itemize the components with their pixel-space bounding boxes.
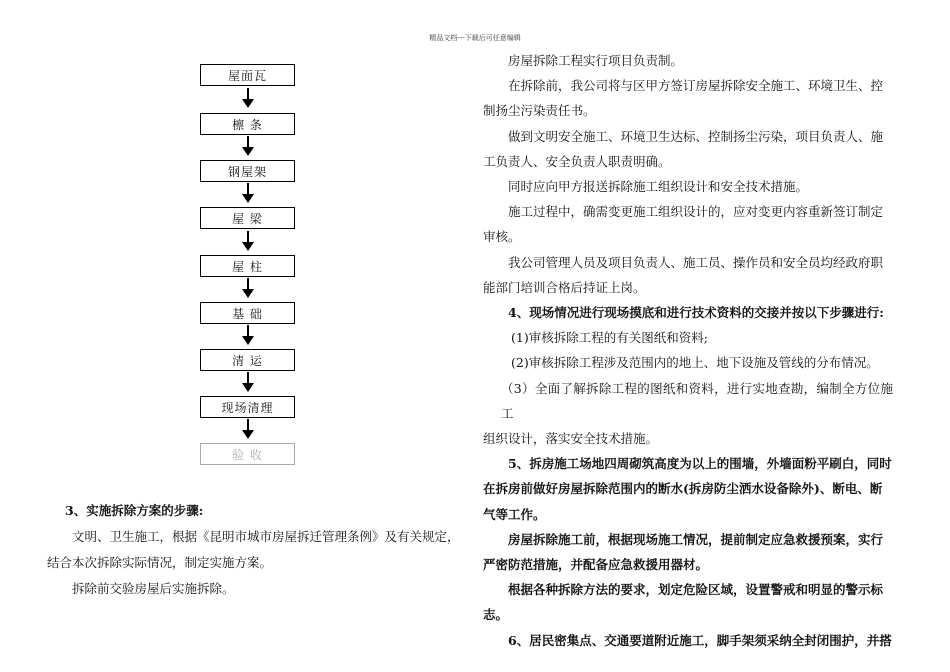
paragraph-line: 拆除前交验房屋后实施拆除。: [72, 581, 235, 596]
flow-arrow: [239, 278, 257, 298]
section-5-heading: 5、拆房施工场地四周砌筑高度为以上的围墙，外墙面粉平刷白，同时: [508, 456, 892, 472]
paragraph-line: 工负责人、安全负责人职责明确。: [483, 153, 671, 169]
paragraph-line: 严密防范措施，并配备应急救援用器材。: [483, 557, 709, 573]
right-text-column: [483, 48, 893, 653]
paragraph-line: 文明、卫生施工，根据《昆明市城市房屋拆迁管理条例》及有关规定，: [72, 529, 460, 544]
flow-arrow: [239, 325, 257, 345]
flow-step-haul-away: 清 运: [200, 349, 295, 371]
paragraph-line: 气等工作。: [483, 506, 546, 522]
flow-arrow: [239, 136, 257, 156]
flow-step-purlins: 檩 条: [200, 113, 295, 135]
flow-arrow: [239, 183, 257, 203]
flow-step-foundation: 基 础: [200, 302, 295, 324]
paragraph-line: 同时应向甲方报送拆除施工组织设计和安全技术措施。: [508, 179, 809, 195]
paragraph-line: 组织设计，落实安全技术措施。: [483, 431, 659, 447]
left-text-column: [47, 498, 467, 602]
flow-arrow: [239, 88, 257, 108]
section-4-heading: 4、现场情况进行现场摸底和进行技术资料的交接并按以下步骤进行:: [508, 305, 884, 321]
flow-step-roof-tiles: 屋面瓦: [200, 64, 295, 86]
paragraph-line: 能部门培训合格后持证上岗。: [483, 279, 646, 295]
paragraph-line: 结合本次拆除实际情况，制定实施方案。: [47, 555, 273, 570]
flow-step-steel-truss: 钢屋架: [200, 160, 295, 182]
section-6-heading: 6、居民密集点、交通要道附近施工，脚手架须采纳全封闭围护，并搭: [508, 632, 892, 648]
section-3-heading: 3、实施拆除方案的步骤:: [65, 503, 204, 518]
paragraph-line: 做到文明安全施工、环境卫生达标、控制扬尘污染，项目负责人、施: [508, 128, 884, 144]
flow-arrow: [239, 372, 257, 392]
paragraph-line: 房屋拆除工程实行项目负责制。: [508, 53, 684, 68]
paragraph-line: 我公司管理人员及项目负责人、施工员、操作员和安全员均经政府职: [508, 254, 884, 270]
list-item: (1)审核拆除工程的有关图纸和资料;: [511, 330, 708, 346]
paragraph-line: 根据各种拆除方法的要求，划定危险区域，设置警戒和明显的警示标: [508, 582, 884, 598]
demolition-flowchart: [0, 0, 470, 480]
paragraph-line: 志。: [483, 607, 509, 623]
paragraph-line: 制扬尘污染责任书。: [483, 103, 596, 119]
paragraph-line: 施工过程中，确需变更施工组织设计的，应对变更内容重新签订制定: [508, 204, 884, 220]
flow-step-acceptance: 验 收: [200, 443, 295, 465]
flow-step-roof-beams: 屋 梁: [200, 207, 295, 229]
flow-arrow: [239, 231, 257, 251]
paragraph-line: 房屋拆除施工前，根据现场施工情况，提前制定应急救援预案，实行: [508, 531, 884, 547]
paragraph-line: 在拆除前，我公司将与区甲方签订房屋拆除安全施工、环境卫生、控: [508, 78, 884, 94]
flow-step-columns: 屋 柱: [200, 255, 295, 277]
flow-arrow: [239, 419, 257, 439]
header-note: 精品文档---下载后可任意编辑: [429, 34, 521, 42]
flow-step-site-cleanup: 现场清理: [200, 396, 295, 418]
list-item: （3）全面了解拆除工程的图纸和资料，进行实地查勘，编制全方位施工: [501, 380, 893, 421]
paragraph-line: 在拆房前做好房屋拆除范围内的断水(拆房防尘洒水设备除外)、断电、断: [483, 481, 883, 497]
list-item: (2)审核拆除工程涉及范围内的地上、地下设施及管线的分布情况。: [511, 355, 879, 371]
paragraph-line: 审核。: [483, 229, 521, 245]
